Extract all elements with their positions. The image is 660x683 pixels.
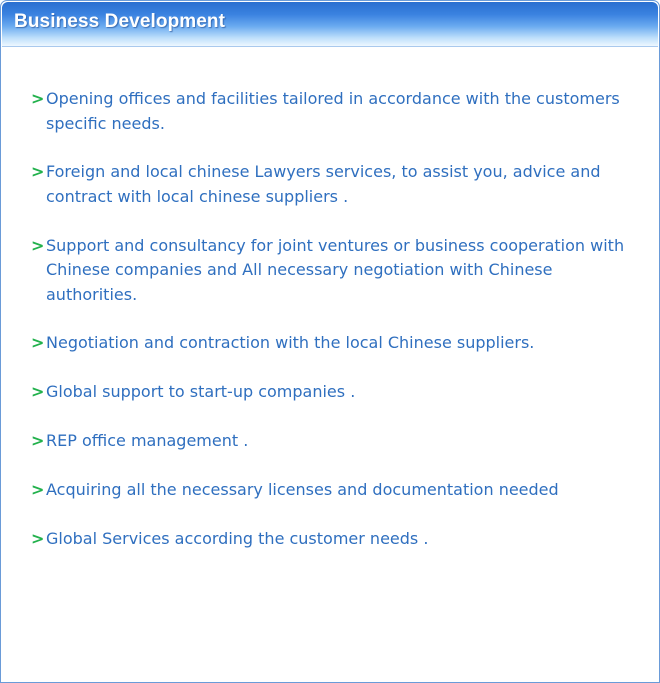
list-item-text: Acquiring all the necessary licenses and documentation needed (46, 479, 559, 499)
list-item-text: REP office management . (46, 430, 249, 450)
list-item (31, 87, 641, 136)
list-item-text: Support and consultancy for joint ventures or business cooperation with Chinese companies and All necessary negotiation with Chinese authorities. (46, 235, 625, 304)
list-item-text: Global Services according the customer needs . (46, 528, 429, 548)
services-list (31, 87, 641, 551)
list-item (31, 478, 641, 503)
list-item-text: Opening offices and facilities tailored in accordance with the customers specific needs. (46, 89, 620, 133)
panel-header (2, 2, 658, 47)
bullet-arrow-icon: > (31, 235, 45, 255)
bullet-arrow-icon: > (31, 479, 45, 499)
list-item (31, 160, 641, 209)
list-item (31, 380, 641, 405)
list-item (31, 331, 641, 356)
list-item (31, 234, 641, 308)
bullet-arrow-icon: > (31, 162, 45, 182)
bullet-arrow-icon: > (31, 430, 45, 450)
bullet-arrow-icon: > (31, 89, 45, 108)
list-item (31, 429, 641, 454)
list-item-text: Global support to start-up companies . (46, 382, 356, 402)
list-item-text: Negotiation and contraction with the local Chinese suppliers. (46, 333, 535, 353)
bullet-arrow-icon: > (31, 333, 45, 353)
bullet-arrow-icon: > (31, 382, 45, 402)
list-item (31, 527, 641, 552)
panel-title: Business Development (14, 11, 226, 32)
list-item-text: Foreign and local chinese Lawyers services, to assist you, advice and contract with local chinese suppliers . (46, 162, 601, 206)
bullet-arrow-icon: > (31, 528, 45, 548)
